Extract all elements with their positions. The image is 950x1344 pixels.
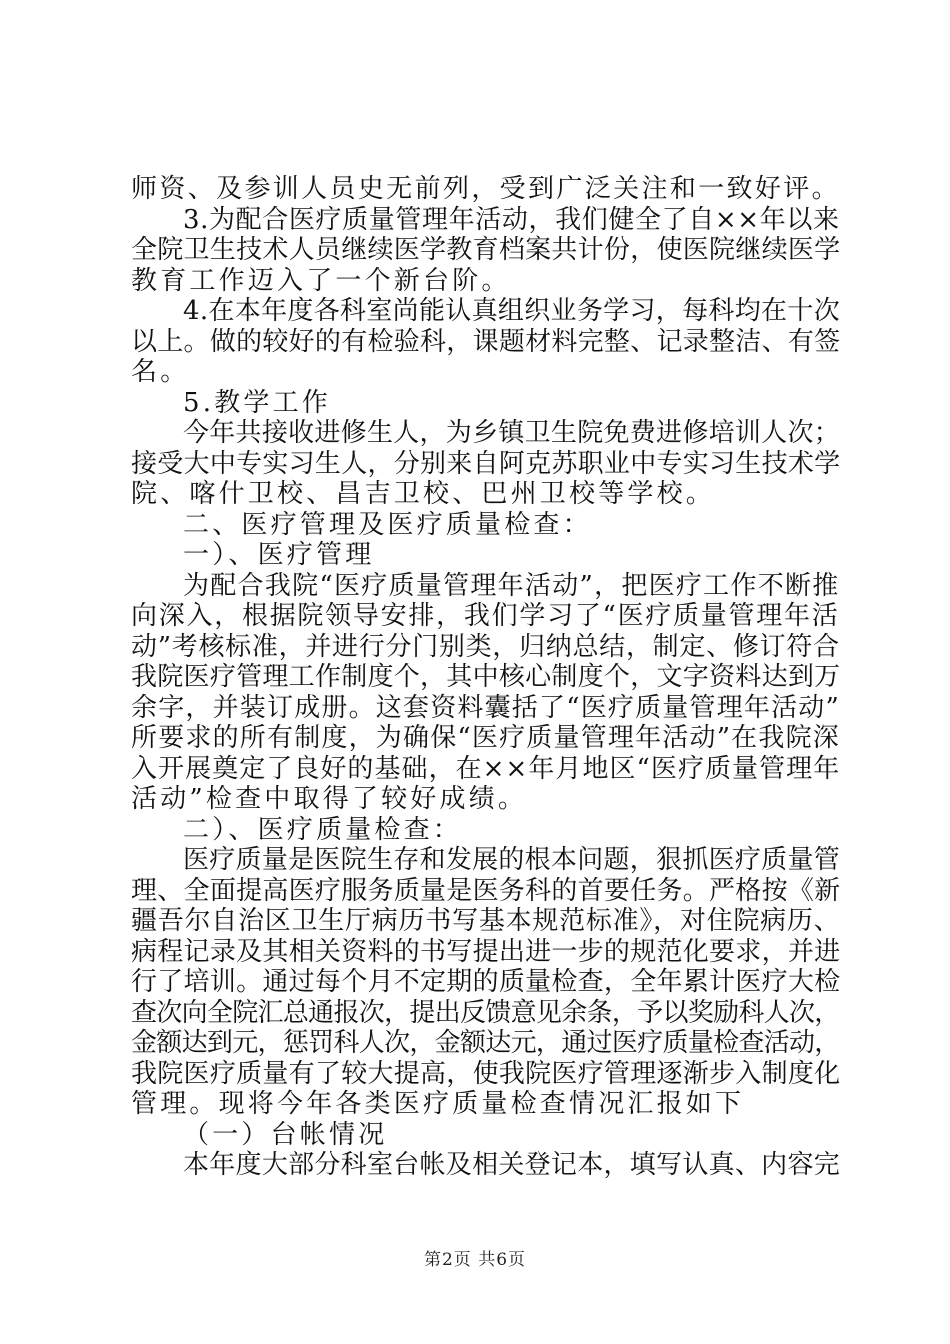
body-text-line: 向深入，根据院领导安排，我们学习了“医疗质量管理年活 [131,601,840,631]
body-text-line: 理、全面提高医疗服务质量是医务科的首要任务。严格按《新 [131,876,841,906]
body-text-line: 教育工作迈入了一个新台阶。 [131,266,511,296]
list-item-3: 3.为配合医疗质量管理年活动，我们健全了自××年以来 [183,205,840,235]
body-text-line: 活动”检查中取得了较好成绩。 [131,784,528,814]
body-text-line: 疆吾尔自治区卫生厅病历书写基本规范标准》，对住院病历、 [131,906,841,936]
subsection-heading: 一）、医疗管理 [183,540,375,570]
body-text-line: 管理。现将今年各类医疗质量检查情况汇报如下 [131,1089,745,1119]
section-heading: 二、医疗管理及医疗质量检查： [183,510,592,540]
body-text-line: 病程记录及其相关资料的书写提出进一步的规范化要求，并进 [131,937,841,967]
body-text-line: 行了培训。通过每个月不定期的质量检查，全年累计医疗大检 [131,967,841,997]
body-text-line: 师资、及参训人员史无前列，受到广泛关注和一致好评。 [131,174,841,204]
body-text-line: 名。 [131,357,190,387]
body-text-line: 为配合我院“医疗质量管理年活动”，把医疗工作不断推 [183,571,840,601]
list-item-4: 4.在本年度各科室尚能认真组织业务学习，每科均在十次 [183,296,841,326]
list-item-5: 5.教学工作 [183,388,332,418]
body-text-line: 所要求的所有制度，为确保“医疗质量管理年活动”在我院深 [131,723,840,753]
body-text-line: 我院医疗管理工作制度个，其中核心制度个，文字资料达到万 [131,662,841,692]
body-text-line: 以上。做的较好的有检验科，课题材料完整、记录整洁、有签 [131,327,841,357]
body-text-line: 入开展奠定了良好的基础，在××年月地区“医疗质量管理年 [131,754,841,784]
body-text-line: 查次向全院汇总通报次，提出反馈意见余条，予以奖励科人次， [131,998,840,1028]
body-text-line: 接受大中专实习生人，分别来自阿克苏职业中专实习生技术学 [131,449,841,479]
subsection-heading: 二）、医疗质量检查： [183,815,463,845]
body-text-line: 本年度大部分科室台帐及相关登记本，填写认真、内容完 [183,1150,841,1180]
page-footer: 第2页 共6页 [423,1250,527,1270]
body-text-line: 今年共接收进修生人，为乡镇卫生院免费进修培训人次； [183,418,841,448]
body-text-line: 院、喀什卫校、昌吉卫校、巴州卫校等学校。 [131,479,716,509]
body-text-line: 余字，并装订成册。这套资料囊括了“医疗质量管理年活动” [131,693,840,723]
body-text-line: 动”考核标准，并进行分门别类，归纳总结，制定、修订符合 [131,632,840,662]
body-text-line: 金额达到元，惩罚科人次，金额达元，通过医疗质量检查活动， [131,1028,840,1058]
body-text-line: 医疗质量是医院生存和发展的根本问题，狠抓医疗质量管 [183,845,841,875]
subsection-heading: （一）台帐情况 [183,1120,388,1150]
body-text-line: 全院卫生技术人员继续医学教育档案共计份，使医院继续医学 [131,235,841,265]
body-text-line: 我院医疗质量有了较大提高，使我院医疗管理逐渐步入制度化 [131,1059,841,1089]
